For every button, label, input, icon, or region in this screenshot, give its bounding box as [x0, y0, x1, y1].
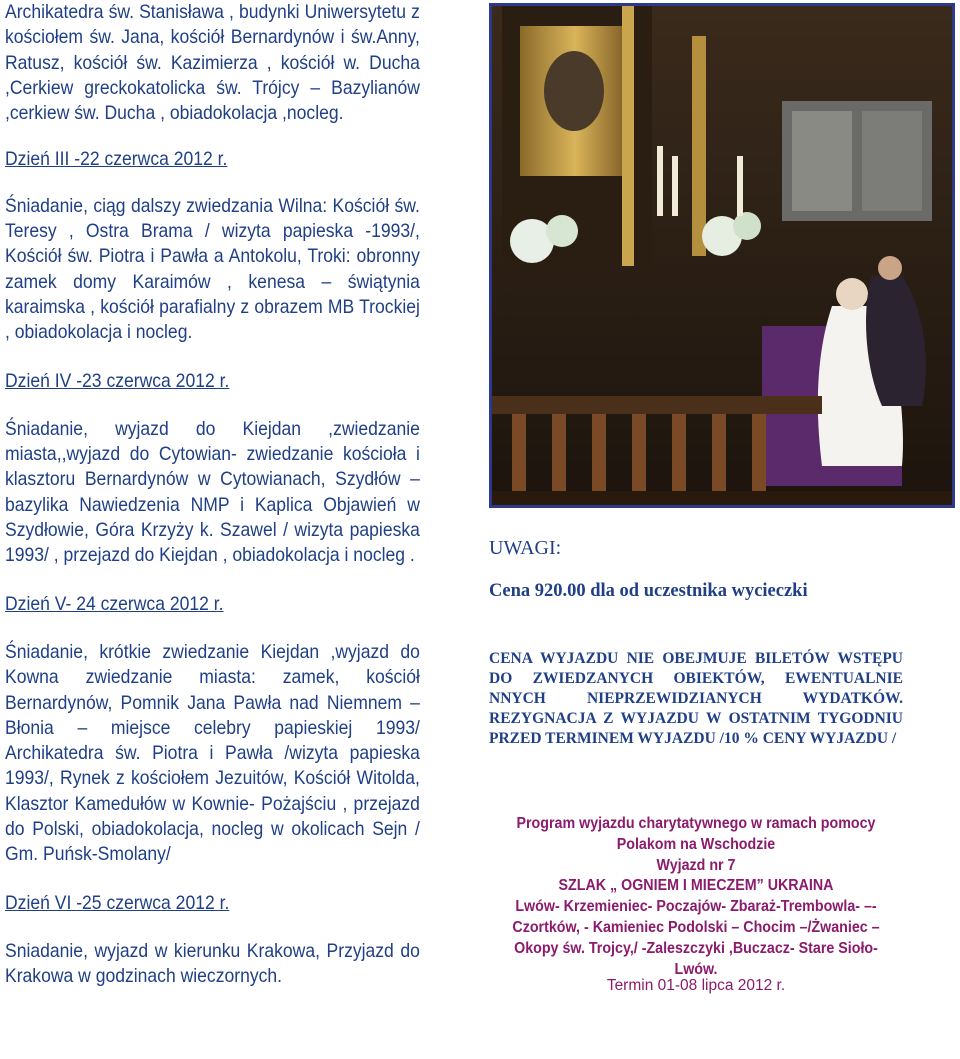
- program-line: Program wyjazdu charytatywnego w ramach pomocy: [516, 815, 876, 832]
- program-line: Okopy św. Trojcy,/ -Zaleszczyki ,Buczacz- Stare Sioło-: [514, 939, 878, 957]
- day3-paragraph: Śniadanie, ciąg dalszy zwiedzania Wilna: Kościół św. Teresy , Ostra Brama / wizyta papieska -1993/, Kościół św. Piotra i Pawła a Antokolu, Troki: obronny zamek domy Karaimów , kenesa – świątynia karaimska , kościół parafialny z obrazem MB Trockiej , obiadokolacja i nocleg.: [5, 194, 420, 344]
- chapel-photo: [489, 3, 955, 508]
- day5-paragraph: Śniadanie, krótkie zwiedzanie Kiejdan ,wyjazd do Kowna zwiedzanie miasta: zamek, kościół Bernardynów, Pomnik Jana Pawła nad Niemnem – Błonia – miejsce celebry papieskiej 1993/ Archikatedra św. Piotra i Pawła /wizyta papieska 1993/, Rynek z kościołem Jezuitów, Kościół Witolda, Klasztor Kamedułów w Kownie- Pożajściu , przejazd do Polski, obiadokolacja, nocleg w okolicach Sejn / Gm. Puńsk-Smolany/: [5, 640, 420, 866]
- day5-heading: Dzień V- 24 czerwca 2012 r.: [5, 592, 224, 615]
- trip-dates: Termin 01-08 lipca 2012 r.: [606, 977, 786, 994]
- price-text: Cena 920.00 dla od uczestnika wycieczki: [489, 581, 808, 601]
- itinerary-column: [5, 0, 420, 990]
- day3-heading: Dzień III -22 czerwca 2012 r.: [5, 148, 228, 171]
- program-line: Lwów- Krzemieniec- Poczajów- Zbaraż-Trembowla- –-: [515, 898, 877, 916]
- program-block: [495, 814, 896, 980]
- price-notice: CENA WYJAZDU NIE OBEJMUJE BILETÓW WSTĘPU DO ZWIEDZANYCH OBIEKTÓW, EWENTUALNIE NNYCH NIEPRZEWIDZIANYCH WYDATKÓW. REZYGNACJA Z WYJAZDU W OSTATNIM TYGODNIU PRZED TERMINEM WYJAZDU /10 % CENY WYJAZDU /: [489, 650, 903, 747]
- day6-heading: Dzień VI -25 czerwca 2012 r.: [5, 891, 230, 914]
- notes-heading: UWAGI:: [489, 537, 562, 559]
- chapel-photo-illustration: [492, 6, 952, 505]
- program-line: SZLAK „ OGNIEM I MIECZEM” UKRAINA: [558, 877, 834, 895]
- program-line: Polakom na Wschodzie: [616, 835, 776, 853]
- intro-paragraph: Archikatedra św. Stanisława , budynki Uniwersytetu z kościołem św. Jana, kościół Bernardynów i św.Anny, Ratusz, kościół św. Kazimierza , kościół w. Ducha ,Cerkiew greckokatolicka św. Trójcy – Bazylianów ,cerkiew św. Ducha , obiadokolacja ,nocleg.: [5, 1, 420, 125]
- day4-paragraph: Śniadanie, wyjazd do Kiejdan ,zwiedzanie miasta,,wyjazd do Cytowian- zwiedzanie kościoła i klasztoru Bernardynów w Cytowianach, Szydłów – bazylika Nawiedzenia NMP i Kaplica Objawień w Szydłowie, Góra Krzyży k. Szawel / wizyta papieska 1993/ , przejazd do Kiejdan , obiadokolacja i nocleg .: [5, 417, 420, 567]
- program-line: Czortków, - Kamieniec Podolski – Chocim –/Żwaniec –: [512, 918, 880, 936]
- day6-paragraph: Sniadanie, wyjazd w kierunku Krakowa, Przyjazd do Krakowa w godzinach wieczornych.: [5, 939, 420, 988]
- day4-heading: Dzień IV -23 czerwca 2012 r.: [5, 369, 230, 392]
- program-line: Wyjazd nr 7: [656, 856, 736, 874]
- program-line: Lwów.: [674, 960, 718, 978]
